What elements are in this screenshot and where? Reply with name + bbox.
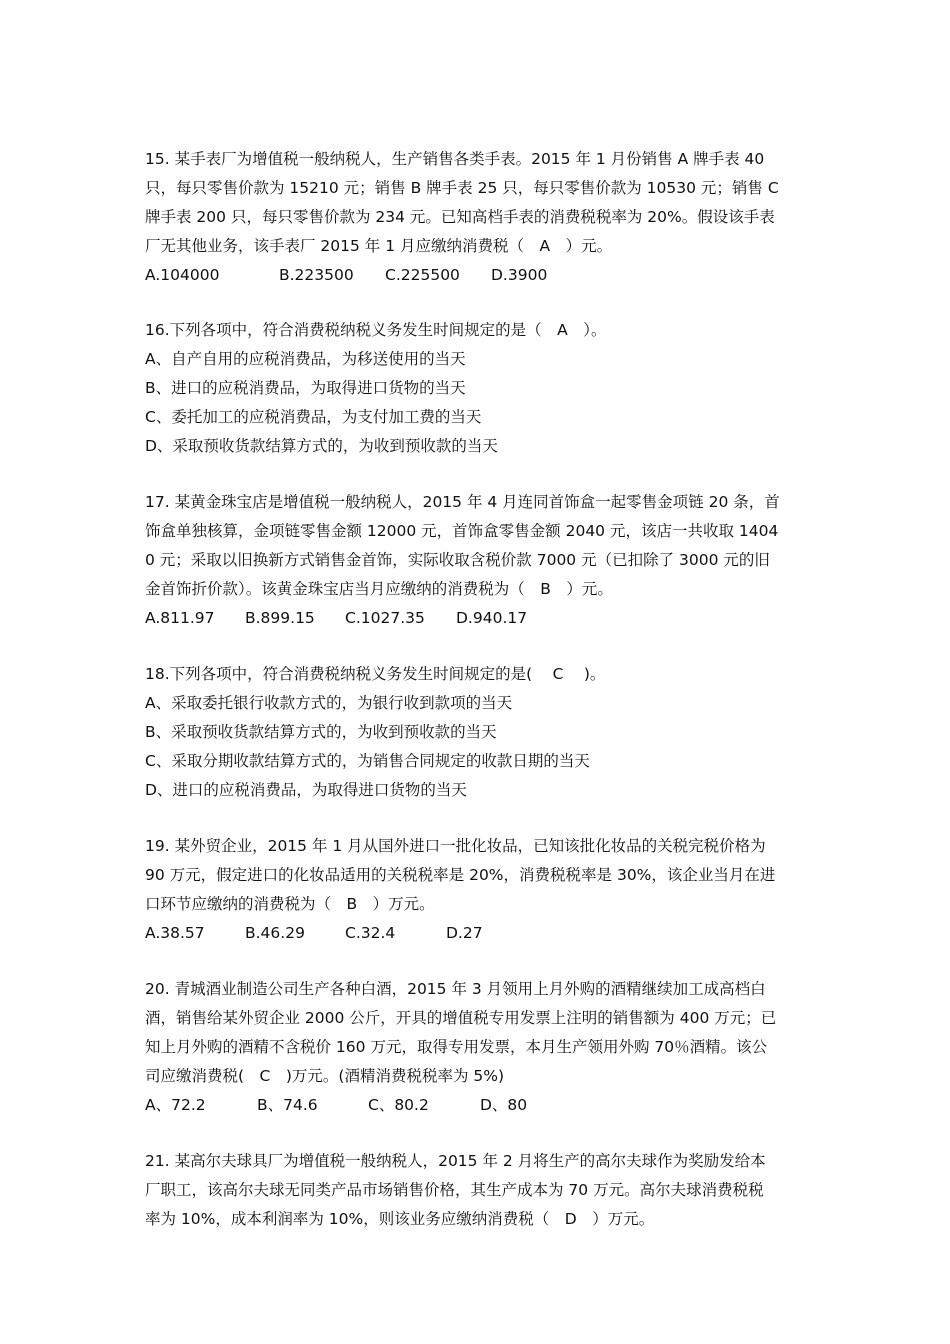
option-b: B.899.15 — [245, 609, 315, 627]
question-text-line: 16.下列各项中，符合消费税纳税义务发生时间规定的是（ A ）。 — [145, 321, 607, 339]
question-text-line: 0 元；采取以旧换新方式销售金首饰，实际收取含税价款 7000 元（已扣除了 3000 元的旧 — [145, 551, 770, 569]
option-d: D.27 — [446, 924, 483, 942]
question-17 — [145, 488, 813, 633]
option-a: A、72.2 — [145, 1096, 206, 1114]
question-text-line: 酒，销售给某外贸企业 2000 公斤，开具的增值税专用发票上注明的销售额为 400 万元；已 — [145, 1009, 777, 1027]
option-b: B、74.6 — [257, 1096, 318, 1114]
question-text-line: 司应缴消费税( C )万元。(酒精消费税税率为 5%) — [145, 1067, 505, 1085]
option-a: A.38.57 — [145, 924, 205, 942]
question-text-line: 厂无其他业务，该手表厂 2015 年 1 月应缴纳消费税（ A ）元。 — [145, 237, 613, 255]
question-text-line: 17. 某黄金珠宝店是增值税一般纳税人，2015 年 4 月连同首饰盒一起零售金项链 20 条，首 — [145, 493, 780, 511]
question-text-line: 21. 某高尔夫球具厂为增值税一般纳税人，2015 年 2 月将生产的高尔夫球作为奖励发给本 — [145, 1152, 766, 1170]
question-text-line: 18.下列各项中，符合消费税纳税义务发生时间规定的是( C )。 — [145, 665, 606, 683]
option-c: C、80.2 — [368, 1096, 429, 1114]
question-text-line: 20. 青城酒业制造公司生产各种白酒，2015 年 3 月领用上月外购的酒精继续加工成高档白 — [145, 980, 766, 998]
answer-options — [145, 261, 813, 290]
answer-options — [145, 604, 813, 633]
question-16 — [145, 316, 813, 461]
question-text-line: 19. 某外贸企业，2015 年 1 月从国外进口一批化妆品，已知该批化妆品的关税完税价格为 — [145, 837, 766, 855]
question-text-line: 90 万元，假定进口的化妆品适用的关税税率是 20%，消费税税率是 30%，该企业当月在进 — [145, 866, 776, 884]
choice-line: B、进口的应税消费品，为取得进口货物的当天 — [145, 379, 466, 397]
question-text-line: 知上月外购的酒精不含税价 160 万元，取得专用发票，本月生产领用外购 70％酒精。该公 — [145, 1038, 768, 1056]
question-text-line: 金首饰折价款）。该黄金珠宝店当月应缴纳的消费税为（ B ）元。 — [145, 580, 613, 598]
answer-options — [145, 919, 813, 948]
option-c: C.32.4 — [345, 924, 396, 942]
question-text-line: 饰盒单独核算，金项链零售金额 12000 元，首饰盒零售金额 2040 元，该店一共收取 1404 — [145, 522, 779, 540]
question-18 — [145, 660, 813, 805]
option-b: B.223500 — [279, 266, 354, 284]
option-c: C.225500 — [385, 266, 460, 284]
question-text-line: 牌手表 200 只，每只零售价款为 234 元。已知高档手表的消费税税率为 20%。假设该手表 — [145, 208, 775, 226]
choice-line: C、采取分期收款结算方式的，为销售合同规定的收款日期的当天 — [145, 752, 590, 770]
choice-line: D、进口的应税消费品，为取得进口货物的当天 — [145, 781, 467, 799]
option-a: A.811.97 — [145, 609, 215, 627]
answer-options — [145, 1091, 813, 1120]
choice-line: C、委托加工的应税消费品，为支付加工费的当天 — [145, 408, 482, 426]
question-text-line: 15. 某手表厂为增值税一般纳税人，生产销售各类手表。2015 年 1 月份销售 A 牌手表 40 — [145, 150, 765, 168]
choice-line: A、自产自用的应税消费品，为移送使用的当天 — [145, 350, 466, 368]
question-text-line: 厂职工，该高尔夫球无同类产品市场销售价格，其生产成本为 70 万元。高尔夫球消费税税 — [145, 1181, 764, 1199]
question-text-line: 率为 10%，成本利润率为 10%，则该业务应缴纳消费税（ D ）万元。 — [145, 1210, 655, 1228]
choice-line: A、采取委托银行收款方式的，为银行收到款项的当天 — [145, 694, 513, 712]
choice-line: B、采取预收货款结算方式的，为收到预收款的当天 — [145, 723, 497, 741]
option-d: D、80 — [480, 1096, 528, 1114]
option-c: C.1027.35 — [345, 609, 425, 627]
question-text-line: 口环节应缴纳的消费税为（ B ）万元。 — [145, 895, 435, 913]
choice-line: D、采取预收货款结算方式的，为收到预收款的当天 — [145, 437, 498, 455]
question-20 — [145, 975, 813, 1120]
question-15 — [145, 145, 813, 290]
question-text-line: 只，每只零售价款为 15210 元；销售 B 牌手表 25 只，每只零售价款为 10530 元；销售 C — [145, 179, 779, 197]
option-d: D.3900 — [491, 266, 548, 284]
option-b: B.46.29 — [245, 924, 305, 942]
option-d: D.940.17 — [456, 609, 528, 627]
question-21 — [145, 1147, 813, 1234]
question-19 — [145, 832, 813, 948]
option-a: A.104000 — [145, 266, 220, 284]
